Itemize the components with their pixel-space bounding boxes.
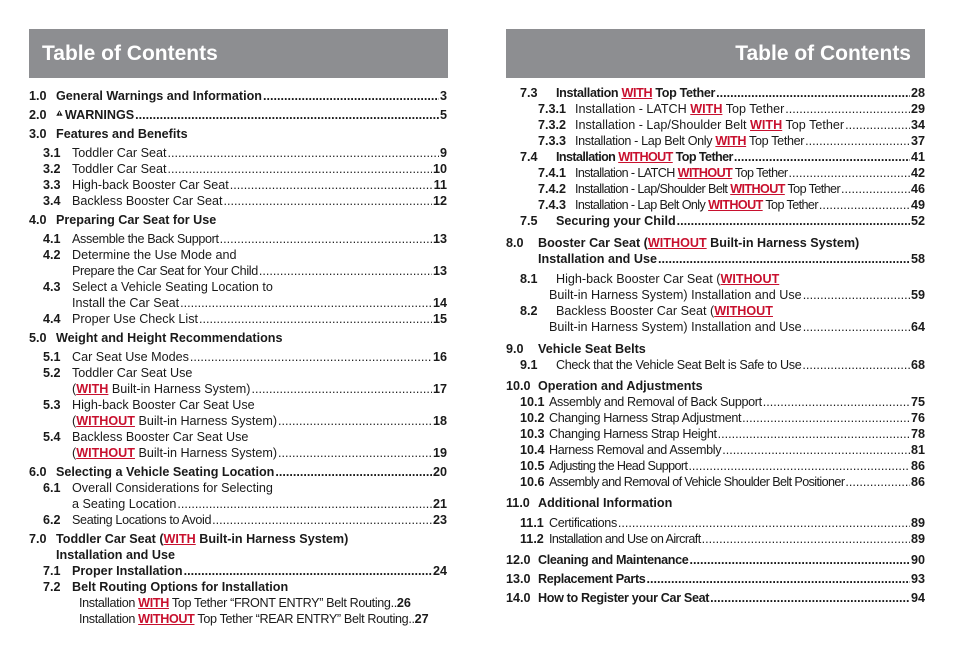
toc-entry-8-2-cont[interactable]: Built-in Harness System) Installation and Use ..... 64 xyxy=(506,319,925,335)
toc-entry-11-2[interactable]: 11.2 Installation and Use on Aircraft ..... 89 xyxy=(506,531,925,547)
toc-entry-10-6[interactable]: 10.6 Assembly and Removal of Vehicle Shoulder Belt Positioner ..... 86 xyxy=(506,474,925,490)
toc-entry-5-3[interactable]: 5.3 High-back Booster Car Seat Use xyxy=(43,398,255,412)
toc-entry-7-3-2[interactable]: 7.3.2 Installation - Lap/Shoulder Belt WITH Top Tether ..... 34 xyxy=(506,117,925,133)
toc-entry-7-3[interactable]: 7.3 Installation WITH Top Tether ..... 28 xyxy=(506,85,925,101)
toc-section-7-0: 7.0 Toddler Car Seat (WITH Built-in Harness System) xyxy=(29,532,349,546)
page-title: Table of Contents xyxy=(29,29,448,78)
right-page xyxy=(477,0,954,660)
toc-entry-6-2[interactable]: 6.2 Seating Locations to Avoid ..... 23 xyxy=(29,512,447,528)
toc-entry-7-2-rear[interactable]: Installation WITHOUT Top Tether “REAR ENTRY” Belt Routing.. 27 xyxy=(79,612,429,626)
toc-entry-8-2[interactable]: 8.2 Backless Booster Car Seat (WITHOUT xyxy=(520,304,773,318)
toc-entry-9-1[interactable]: 9.1 Check that the Vehicle Seat Belt is Safe to Use ..... 68 xyxy=(506,357,925,373)
toc-entry-4-3[interactable]: 4.3 Select a Vehicle Seating Location to xyxy=(43,280,273,294)
toc-entry-7-4[interactable]: 7.4 Installation WITHOUT Top Tether ..... 41 xyxy=(506,149,925,165)
toc-entry-4-4[interactable]: 4.4 Proper Use Check List ..... 15 xyxy=(29,311,447,327)
toc-section-3-0: 3.0 Features and Benefits xyxy=(29,127,188,141)
toc-entry-5-2[interactable]: 5.2 Toddler Car Seat Use xyxy=(43,366,193,380)
toc-section-10-0: 10.0 Operation and Adjustments xyxy=(506,379,703,393)
toc-entry-11-1[interactable]: 11.1 Certifications ..... 89 xyxy=(506,515,925,531)
toc-entry-13-0[interactable]: 13.0 Replacement Parts ..... 93 xyxy=(506,571,925,587)
toc-section-7-2: 7.2 Belt Routing Options for Installation xyxy=(43,580,289,594)
toc-entry-6-1-cont[interactable]: a Seating Location ..... 21 xyxy=(29,496,447,512)
toc-entry-3-1[interactable]: 3.1 Toddler Car Seat ..... 9 xyxy=(29,145,447,161)
warning-triangle-icon xyxy=(56,107,63,119)
toc-entry-8-1-cont[interactable]: Built-in Harness System) Installation and Use ..... 59 xyxy=(506,287,925,303)
toc-entry-5-4[interactable]: 5.4 Backless Booster Car Seat Use xyxy=(43,430,249,444)
toc-section-11-0: 11.0 Additional Information xyxy=(506,496,673,510)
toc-entry-7-4-2[interactable]: 7.4.2 Installation - Lap/Shoulder Belt WITHOUT Top Tether ..... 46 xyxy=(506,181,925,197)
toc-list xyxy=(506,85,925,606)
toc-list xyxy=(29,88,447,627)
toc-entry-7-3-1[interactable]: 7.3.1 Installation - LATCH WITH Top Tether ..... 29 xyxy=(506,101,925,117)
toc-entry-2-0[interactable]: 2.0 WARNINGS ..... 5 xyxy=(29,107,447,123)
toc-entry-3-4[interactable]: 3.4 Backless Booster Car Seat ..... 12 xyxy=(29,193,447,209)
toc-entry-1-0[interactable]: 1.0 General Warnings and Information ..... 3 xyxy=(29,88,447,104)
toc-entry-8-1[interactable]: 8.1 High-back Booster Car Seat (WITHOUT xyxy=(520,272,780,286)
toc-entry-12-0[interactable]: 12.0 Cleaning and Maintenance ..... 90 xyxy=(506,552,925,568)
toc-entry-8-0[interactable]: 8.0 Booster Car Seat (WITHOUT Built-in Harness System) xyxy=(506,236,860,250)
toc-entry-7-2-front[interactable]: Installation WITH Top Tether “FRONT ENTRY” Belt Routing.. 26 xyxy=(79,596,411,610)
page-title: Table of Contents xyxy=(506,29,925,78)
toc-section-7-0-cont: Installation and Use xyxy=(56,548,175,562)
toc-entry-5-2-cont[interactable]: (WITH Built-in Harness System) ..... 17 xyxy=(29,381,447,397)
toc-entry-4-2-cont[interactable]: Prepare the Car Seat for Your Child ..... 13 xyxy=(29,263,447,279)
toc-entry-4-2[interactable]: 4.2 Determine the Use Mode and xyxy=(43,248,237,262)
toc-entry-6-1[interactable]: 6.1 Overall Considerations for Selecting xyxy=(43,481,273,495)
toc-entry-5-1[interactable]: 5.1 Car Seat Use Modes ..... 16 xyxy=(29,349,447,365)
toc-entry-3-3[interactable]: 3.3 High-back Booster Car Seat ..... 11 xyxy=(29,177,447,193)
toc-entry-10-1[interactable]: 10.1 Assembly and Removal of Back Support ..... 75 xyxy=(506,394,925,410)
toc-entry-7-5[interactable]: 7.5 Securing your Child ..... 52 xyxy=(506,213,925,229)
toc-entry-7-4-3[interactable]: 7.4.3 Installation - Lap Belt Only WITHOUT Top Tether ..... 49 xyxy=(506,197,925,213)
toc-entry-7-1[interactable]: 7.1 Proper Installation ..... 24 xyxy=(29,563,447,579)
toc-entry-8-0-cont[interactable]: Installation and Use ..... 58 xyxy=(506,251,925,267)
toc-entry-10-3[interactable]: 10.3 Changing Harness Strap Height ..... 78 xyxy=(506,426,925,442)
toc-entry-7-4-1[interactable]: 7.4.1 Installation - LATCH WITHOUT Top Tether ..... 42 xyxy=(506,165,925,181)
toc-entry-10-5[interactable]: 10.5 Adjusting the Head Support ..... 86 xyxy=(506,458,925,474)
toc-entry-6-0[interactable]: 6.0 Selecting a Vehicle Seating Location ..... 20 xyxy=(29,464,447,480)
toc-entry-14-0[interactable]: 14.0 How to Register your Car Seat ..... 94 xyxy=(506,590,925,606)
toc-section-5-0: 5.0 Weight and Height Recommendations xyxy=(29,331,283,345)
toc-section-4-0: 4.0 Preparing Car Seat for Use xyxy=(29,213,217,227)
toc-entry-3-2[interactable]: 3.2 Toddler Car Seat ..... 10 xyxy=(29,161,447,177)
toc-entry-10-2[interactable]: 10.2 Changing Harness Strap Adjustment ..... 76 xyxy=(506,410,925,426)
toc-entry-4-3-cont[interactable]: Install the Car Seat ..... 14 xyxy=(29,295,447,311)
toc-entry-5-3-cont[interactable]: (WITHOUT Built-in Harness System) ..... 18 xyxy=(29,413,447,429)
toc-entry-10-4[interactable]: 10.4 Harness Removal and Assembly ..... 81 xyxy=(506,442,925,458)
toc-entry-4-1[interactable]: 4.1 Assemble the Back Support ..... 13 xyxy=(29,231,447,247)
toc-section-9-0: 9.0 Vehicle Seat Belts xyxy=(506,342,646,356)
toc-entry-5-4-cont[interactable]: (WITHOUT Built-in Harness System) ..... 19 xyxy=(29,445,447,461)
toc-entry-7-3-3[interactable]: 7.3.3 Installation - Lap Belt Only WITH Top Tether ..... 37 xyxy=(506,133,925,149)
